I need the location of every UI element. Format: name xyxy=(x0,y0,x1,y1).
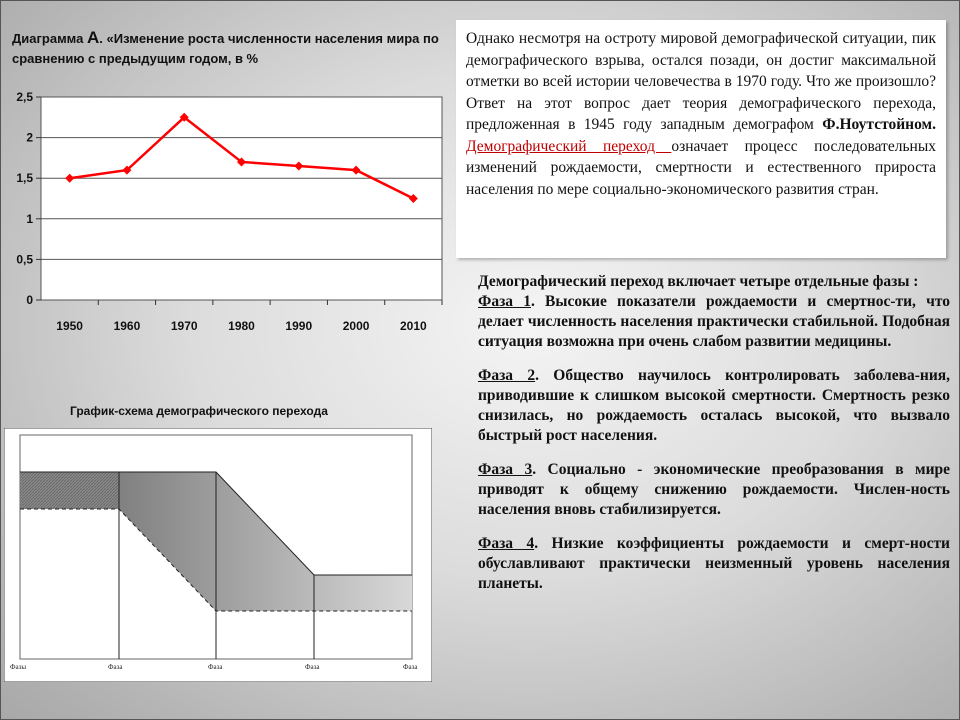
phases-lead: Демографический переход включает четыре отдельные фазы : xyxy=(478,273,919,290)
phase-label: Фазы xyxy=(10,663,27,671)
x-tick-label: 1950 xyxy=(56,319,83,333)
author-name: Ф.Ноутстойном. xyxy=(822,116,936,133)
phase1-band xyxy=(20,472,119,509)
x-tick-label: 2010 xyxy=(400,319,427,333)
y-tick-label: 0 xyxy=(26,293,33,307)
phase-label: Фаза xyxy=(305,663,320,671)
plot-area xyxy=(41,97,442,300)
phase-label: Фаза xyxy=(208,663,223,671)
x-tick-label: 1960 xyxy=(113,319,141,333)
phase-2-paragraph: Фаза 2. Общество научилось контролировать заболева-ния, приводившие к слишком высокой смертности. Смертность резко снизилась, но рождаемость осталась высокой, что вызвало быстрый рост населения. xyxy=(478,367,951,444)
phases-text xyxy=(450,272,950,594)
x-tick-label: 2000 xyxy=(342,319,370,333)
intro-box xyxy=(456,20,946,258)
y-tick-label: 1 xyxy=(26,211,33,226)
phase-label: Фаза xyxy=(403,663,418,671)
x-tick-label: 1980 xyxy=(228,319,255,333)
x-tick-label: 1970 xyxy=(170,319,198,333)
intro-text: Однако несмотря на остроту мировой демографической ситуации, пик демографического взрыва, остался позади, он достиг максимальной отметки во всей истории человечества в 1970 году. Что же произошло? Ответ на этот вопрос дает теория демографического перехода, предложенная в 1945 году западным демографом Ф.Ноутстойном. Демографический переход означает процесс последовательных изменений рождаемости, смертности и естественного прироста населения по мере социально-экономического развития стран. xyxy=(466,30,936,198)
transition-schema xyxy=(4,428,432,682)
term-link[interactable]: Демографический переход xyxy=(466,137,672,155)
line-chart xyxy=(0,80,450,350)
phase-1-paragraph: Фаза 1. Высокие показатели рождаемости и смертнос-ти, что делает численность населения практически стабильной. Подобная ситуация возможна при очень слабом развитии медицины. xyxy=(478,293,950,350)
y-tick-label: 1,5 xyxy=(16,171,33,186)
chart-title: Диаграмма А. «Изменение роста численности населения мира по сравнению с предыдущим годом, в % xyxy=(12,28,439,66)
phase-3-paragraph: Фаза 3. Социально - экономические преобразования в мире приводят к общему снижению рождаемости. Числен-ность населения вновь стабилизируется. xyxy=(478,461,951,518)
phase-4-paragraph: Фаза 4. Низкие коэффициенты рождаемости и смерт-ности обуславливают практически неизменный уровень населения планеты. xyxy=(478,535,950,592)
schema-title: График-схема демографического перехода xyxy=(70,404,328,418)
y-tick-label: 0,5 xyxy=(16,252,33,267)
y-tick-label: 2,5 xyxy=(16,90,33,104)
phase-label: Фаза xyxy=(108,663,123,671)
x-tick-label: 1990 xyxy=(285,319,313,333)
y-tick-label: 2 xyxy=(26,130,33,145)
